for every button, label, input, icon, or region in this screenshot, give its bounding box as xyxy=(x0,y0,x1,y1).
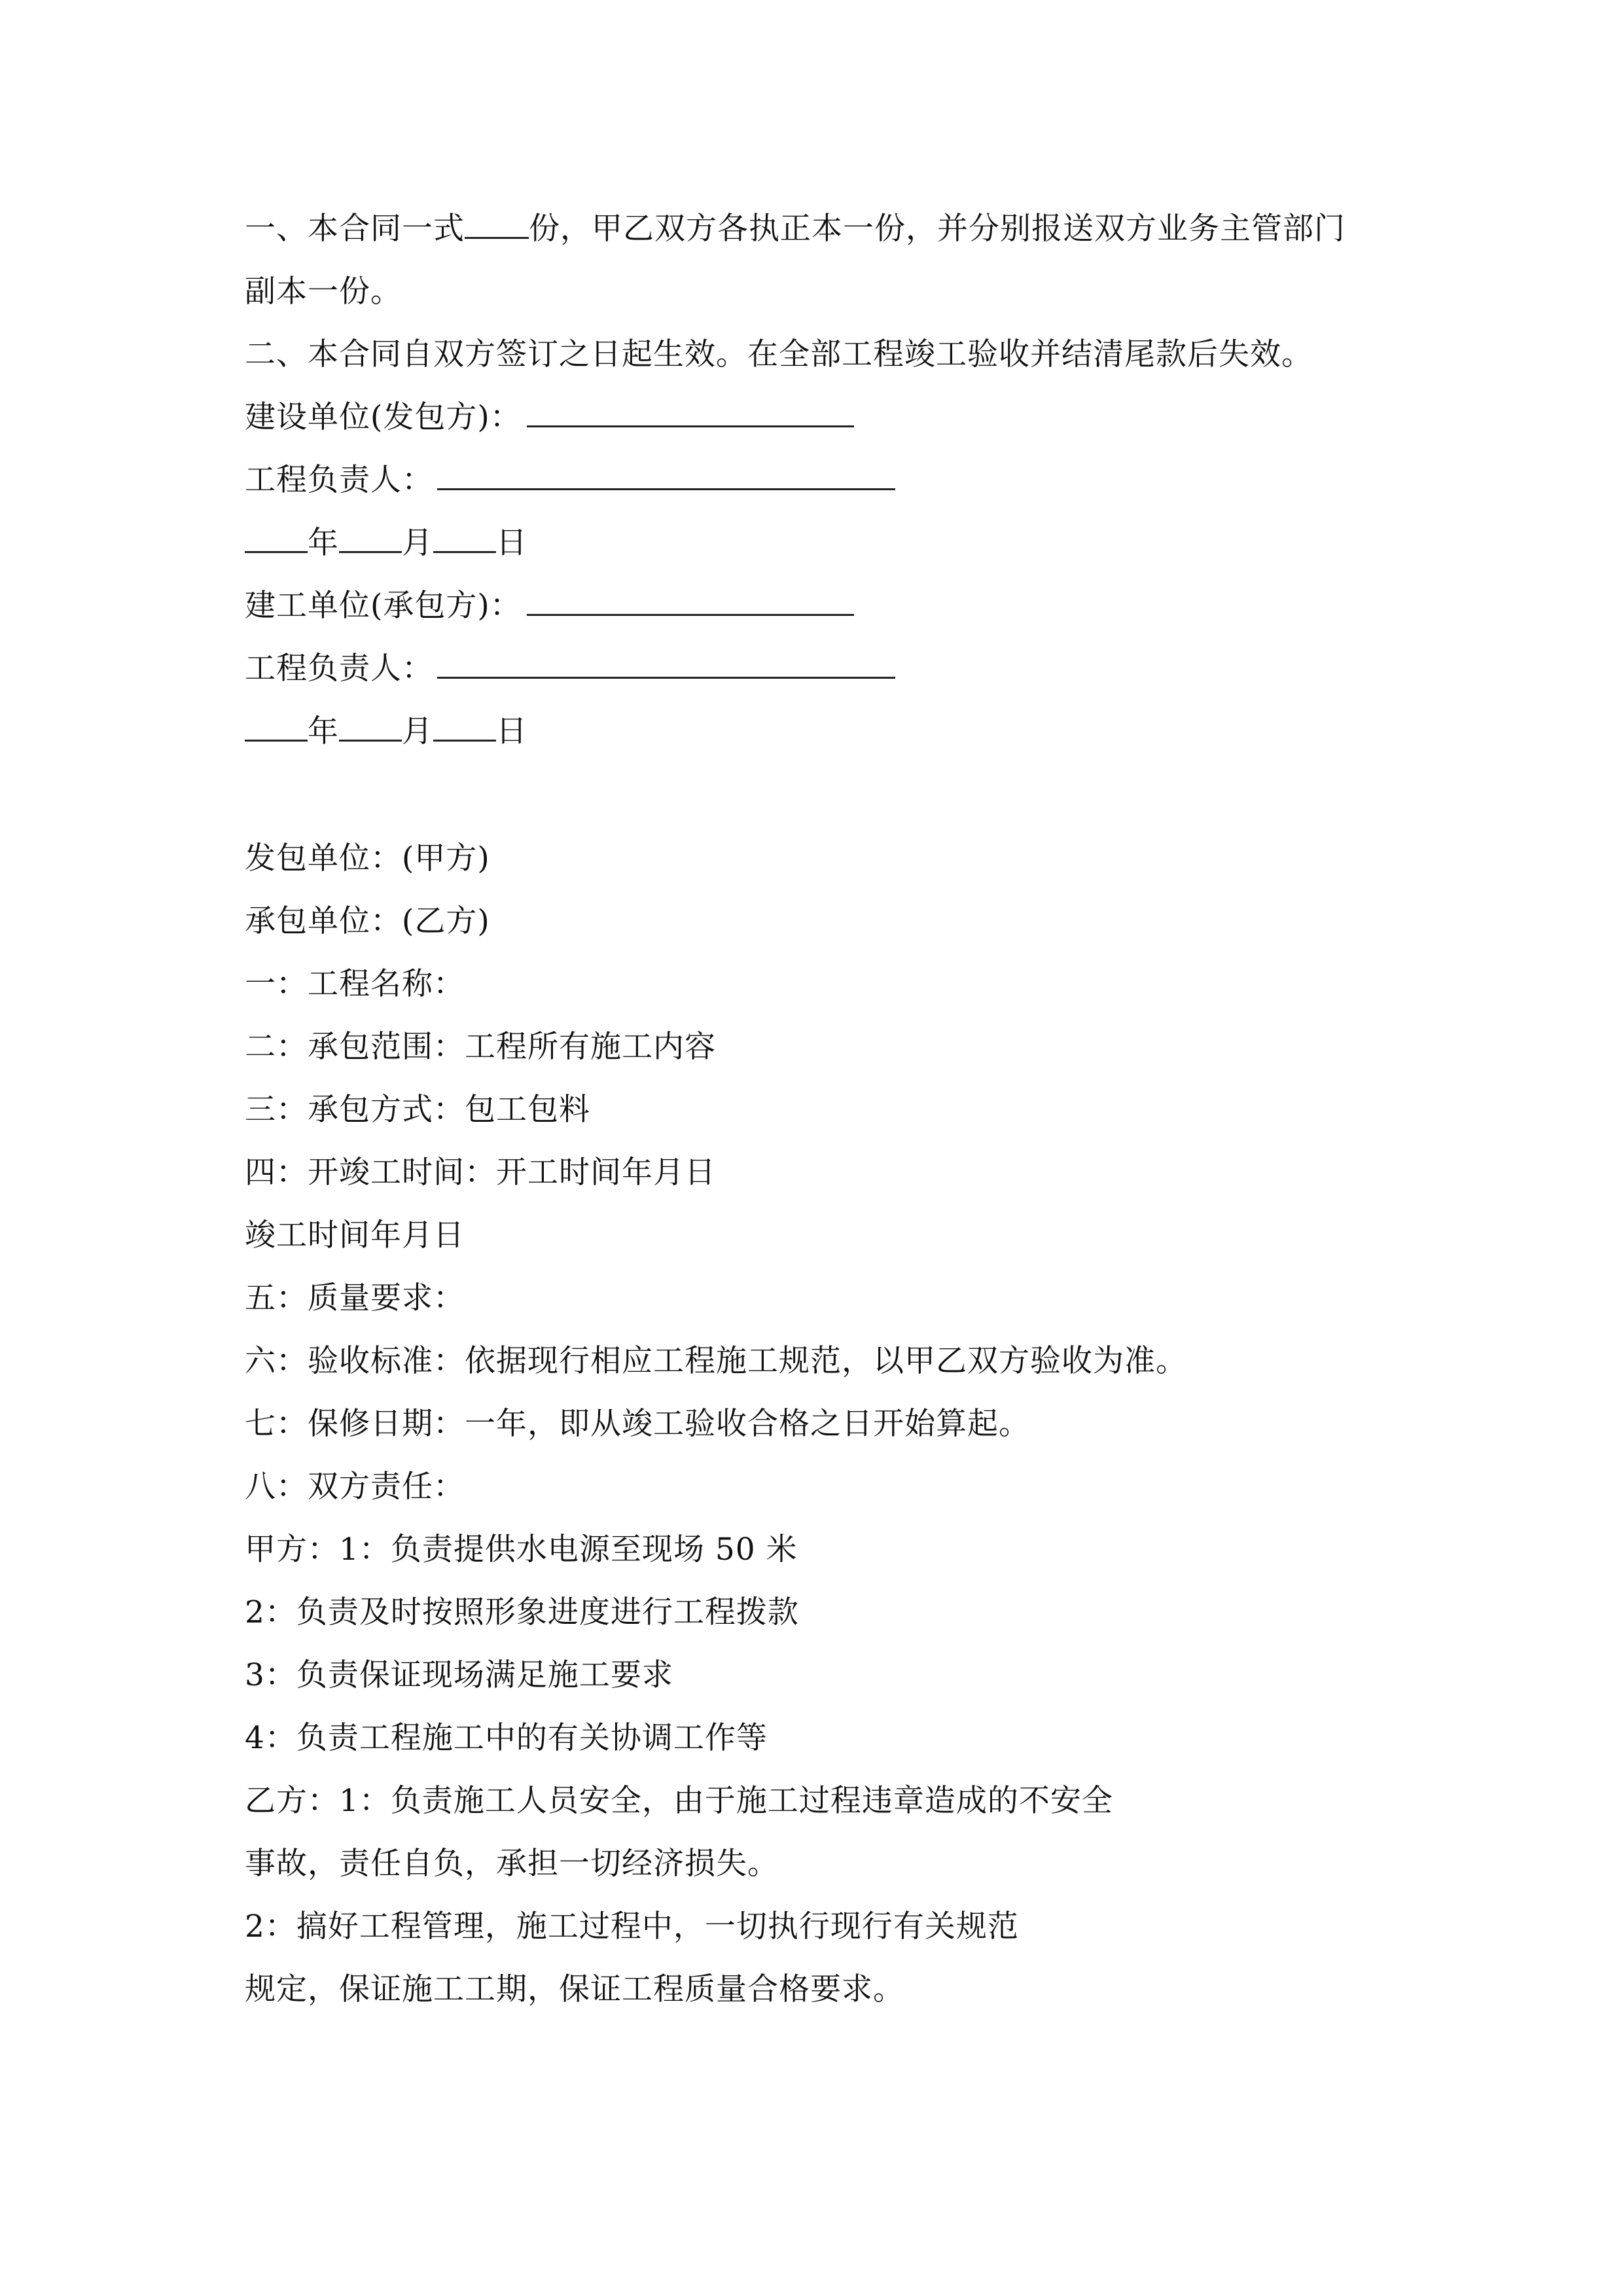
contractor-month-blank xyxy=(339,713,402,742)
party-a-duty-1: 甲方：1：负责提供水电源至现场 50 米 xyxy=(245,1532,798,1568)
contractor-unit-blank xyxy=(527,588,854,616)
contractor-year-label: 年 xyxy=(308,713,339,749)
contractor-unit-label: 建工单位(承包方)： xyxy=(245,588,522,624)
item-completion-time: 竣工时间年月日 xyxy=(245,1217,465,1253)
item-acceptance: 六：验收标准：依据现行相应工程施工规范，以甲乙双方验收为准。 xyxy=(245,1343,1187,1379)
contractor-manager-blank xyxy=(437,651,895,679)
client-year-label: 年 xyxy=(308,525,339,561)
item-scope: 二：承包范围：工程所有施工内容 xyxy=(245,1029,716,1065)
party-a-duty-4: 4：负责工程施工中的有关协调工作等 xyxy=(245,1720,768,1756)
contractor-date-line xyxy=(245,712,527,751)
client-unit-label: 建设单位(发包方)： xyxy=(245,399,522,435)
client-manager-label: 工程负责人： xyxy=(245,462,433,498)
client-unit-blank xyxy=(527,399,854,427)
contractor-year-blank xyxy=(245,713,308,742)
contractor-day-label: 日 xyxy=(496,713,527,749)
contractor-month-label: 月 xyxy=(402,713,433,749)
contractor-day-blank xyxy=(433,713,496,742)
client-manager-line xyxy=(245,461,895,500)
client-manager-blank xyxy=(437,462,895,490)
item-responsibilities: 八：双方责任： xyxy=(245,1469,465,1505)
party-b-duty-2-continuation: 规定，保证施工工期，保证工程质量合格要求。 xyxy=(245,1971,904,2007)
contractor-manager-line xyxy=(245,649,895,689)
client-unit-line xyxy=(245,398,854,437)
client-day-blank xyxy=(433,525,496,553)
clause-effective: 二、本合同自双方签订之日起生效。在全部工程竣工验收并结清尾款后失效。 xyxy=(245,336,1313,372)
party-b-heading: 承包单位：(乙方) xyxy=(245,903,490,939)
party-b-duty-2: 2：搞好工程管理，施工过程中，一切执行现行有关规范 xyxy=(245,1909,1019,1945)
copies-blank xyxy=(465,211,529,239)
party-b-duty-1: 乙方：1：负责施工人员安全，由于施工过程违章造成的不安全 xyxy=(245,1783,1113,1819)
clause-copies-line xyxy=(245,209,1346,249)
clause-copies-suffix: 份，甲乙双方各执正本一份，并分别报送双方业务主管部门 xyxy=(529,211,1346,247)
party-b-duty-1-continuation: 事故，责任自负，承担一切经济损失。 xyxy=(245,1846,779,1882)
party-a-duty-2: 2：负责及时按照形象进度进行工程拨款 xyxy=(245,1594,799,1630)
contractor-manager-label: 工程负责人： xyxy=(245,651,433,687)
item-project-name: 一：工程名称： xyxy=(245,966,465,1002)
clause-copies-prefix: 一、本合同一式 xyxy=(245,211,465,247)
client-month-blank xyxy=(339,525,402,553)
client-month-label: 月 xyxy=(402,525,433,561)
client-date-line xyxy=(245,524,527,563)
item-warranty: 七：保修日期：一年，即从竣工验收合格之日开始算起。 xyxy=(245,1406,1030,1442)
item-schedule: 四：开竣工时间：开工时间年月日 xyxy=(245,1155,716,1191)
contractor-unit-line xyxy=(245,586,854,626)
client-year-blank xyxy=(245,525,308,553)
party-a-duty-3: 3：负责保证现场满足施工要求 xyxy=(245,1657,673,1693)
item-contract-method: 三：承包方式：包工包料 xyxy=(245,1092,590,1128)
client-day-label: 日 xyxy=(496,525,527,561)
party-a-heading: 发包单位：(甲方) xyxy=(245,840,490,876)
item-quality: 五：质量要求： xyxy=(245,1280,465,1316)
clause-copies-continuation: 副本一份。 xyxy=(245,274,402,310)
